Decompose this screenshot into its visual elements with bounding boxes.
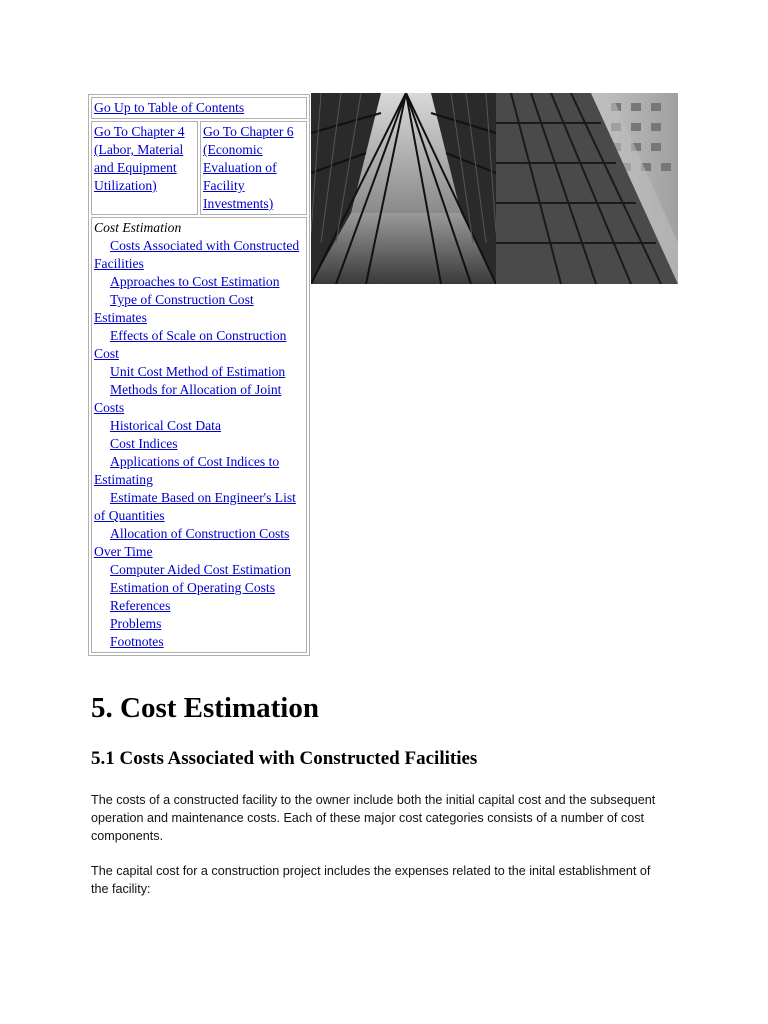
toc-item (94, 597, 304, 615)
body-paragraph: The costs of a constructed facility to the owner include both the initial capital cost and the subsequent operation and maintenance costs. Each of these major cost categories consists of a number of cost components. (91, 793, 656, 843)
toc-link[interactable]: Problems (110, 616, 162, 631)
toc-link[interactable]: Costs Associated with Constructed Facilities (94, 238, 300, 271)
toc-link[interactable]: References (110, 598, 171, 613)
toc-item (94, 489, 304, 525)
toc-link[interactable]: Historical Cost Data (110, 418, 221, 433)
toc-link[interactable]: Type of Construction Cost Estimates (94, 292, 254, 325)
toc-link[interactable]: Approaches to Cost Estimation (110, 274, 280, 289)
toc-item (94, 273, 304, 291)
toc-item (94, 579, 304, 597)
toc-item (94, 237, 304, 273)
toc-item (94, 633, 304, 651)
toc-link[interactable]: Cost Indices (110, 436, 178, 451)
toc-item (94, 525, 304, 561)
toc-title: Cost Estimation (94, 220, 182, 235)
section-heading: 5.1 Costs Associated with Constructed Facilities (91, 748, 478, 769)
nav-cell-up (91, 97, 307, 119)
construction-photo (311, 93, 678, 284)
toc-link[interactable]: Applications of Cost Indices to Estimating (94, 454, 280, 487)
toc-item (94, 381, 304, 417)
toc-item (94, 417, 304, 435)
toc-item (94, 561, 304, 579)
toc-link[interactable]: Unit Cost Method of Estimation (110, 364, 286, 379)
toc-link[interactable]: Methods for Allocation of Joint Costs (94, 382, 282, 415)
toc-item (94, 453, 304, 489)
toc-link[interactable]: Estimation of Operating Costs (110, 580, 275, 595)
toc-link[interactable]: Footnotes (110, 634, 164, 649)
next-chapter-link[interactable]: Go To Chapter 6 (Economic Evaluation of Facility Investments) (203, 124, 294, 211)
toc-item (94, 435, 304, 453)
nav-cell-prev (91, 121, 198, 215)
table-of-contents-link[interactable]: Go Up to Table of Contents (94, 100, 245, 115)
body-paragraph: The capital cost for a construction project includes the expenses related to the inital establishment of the facility: (91, 864, 651, 896)
chapter-navigation-table (88, 94, 310, 656)
construction-photo-image (311, 93, 678, 284)
toc-item (94, 363, 304, 381)
nav-cell-next (200, 121, 307, 215)
toc-link[interactable]: Estimate Based on Engineer's List of Quantities (94, 490, 296, 523)
toc-cell (91, 217, 307, 653)
previous-chapter-link[interactable]: Go To Chapter 4 (Labor, Material and Equipment Utilization) (94, 124, 185, 193)
toc-link[interactable]: Effects of Scale on Construction Cost (94, 328, 287, 361)
chapter-heading: 5. Cost Estimation (91, 692, 319, 724)
toc-link[interactable]: Computer Aided Cost Estimation (110, 562, 291, 577)
toc-item (94, 291, 304, 327)
toc-item (94, 615, 304, 633)
toc-link[interactable]: Allocation of Construction Costs Over Time (94, 526, 290, 559)
toc-list (94, 237, 304, 651)
toc-item (94, 327, 304, 363)
